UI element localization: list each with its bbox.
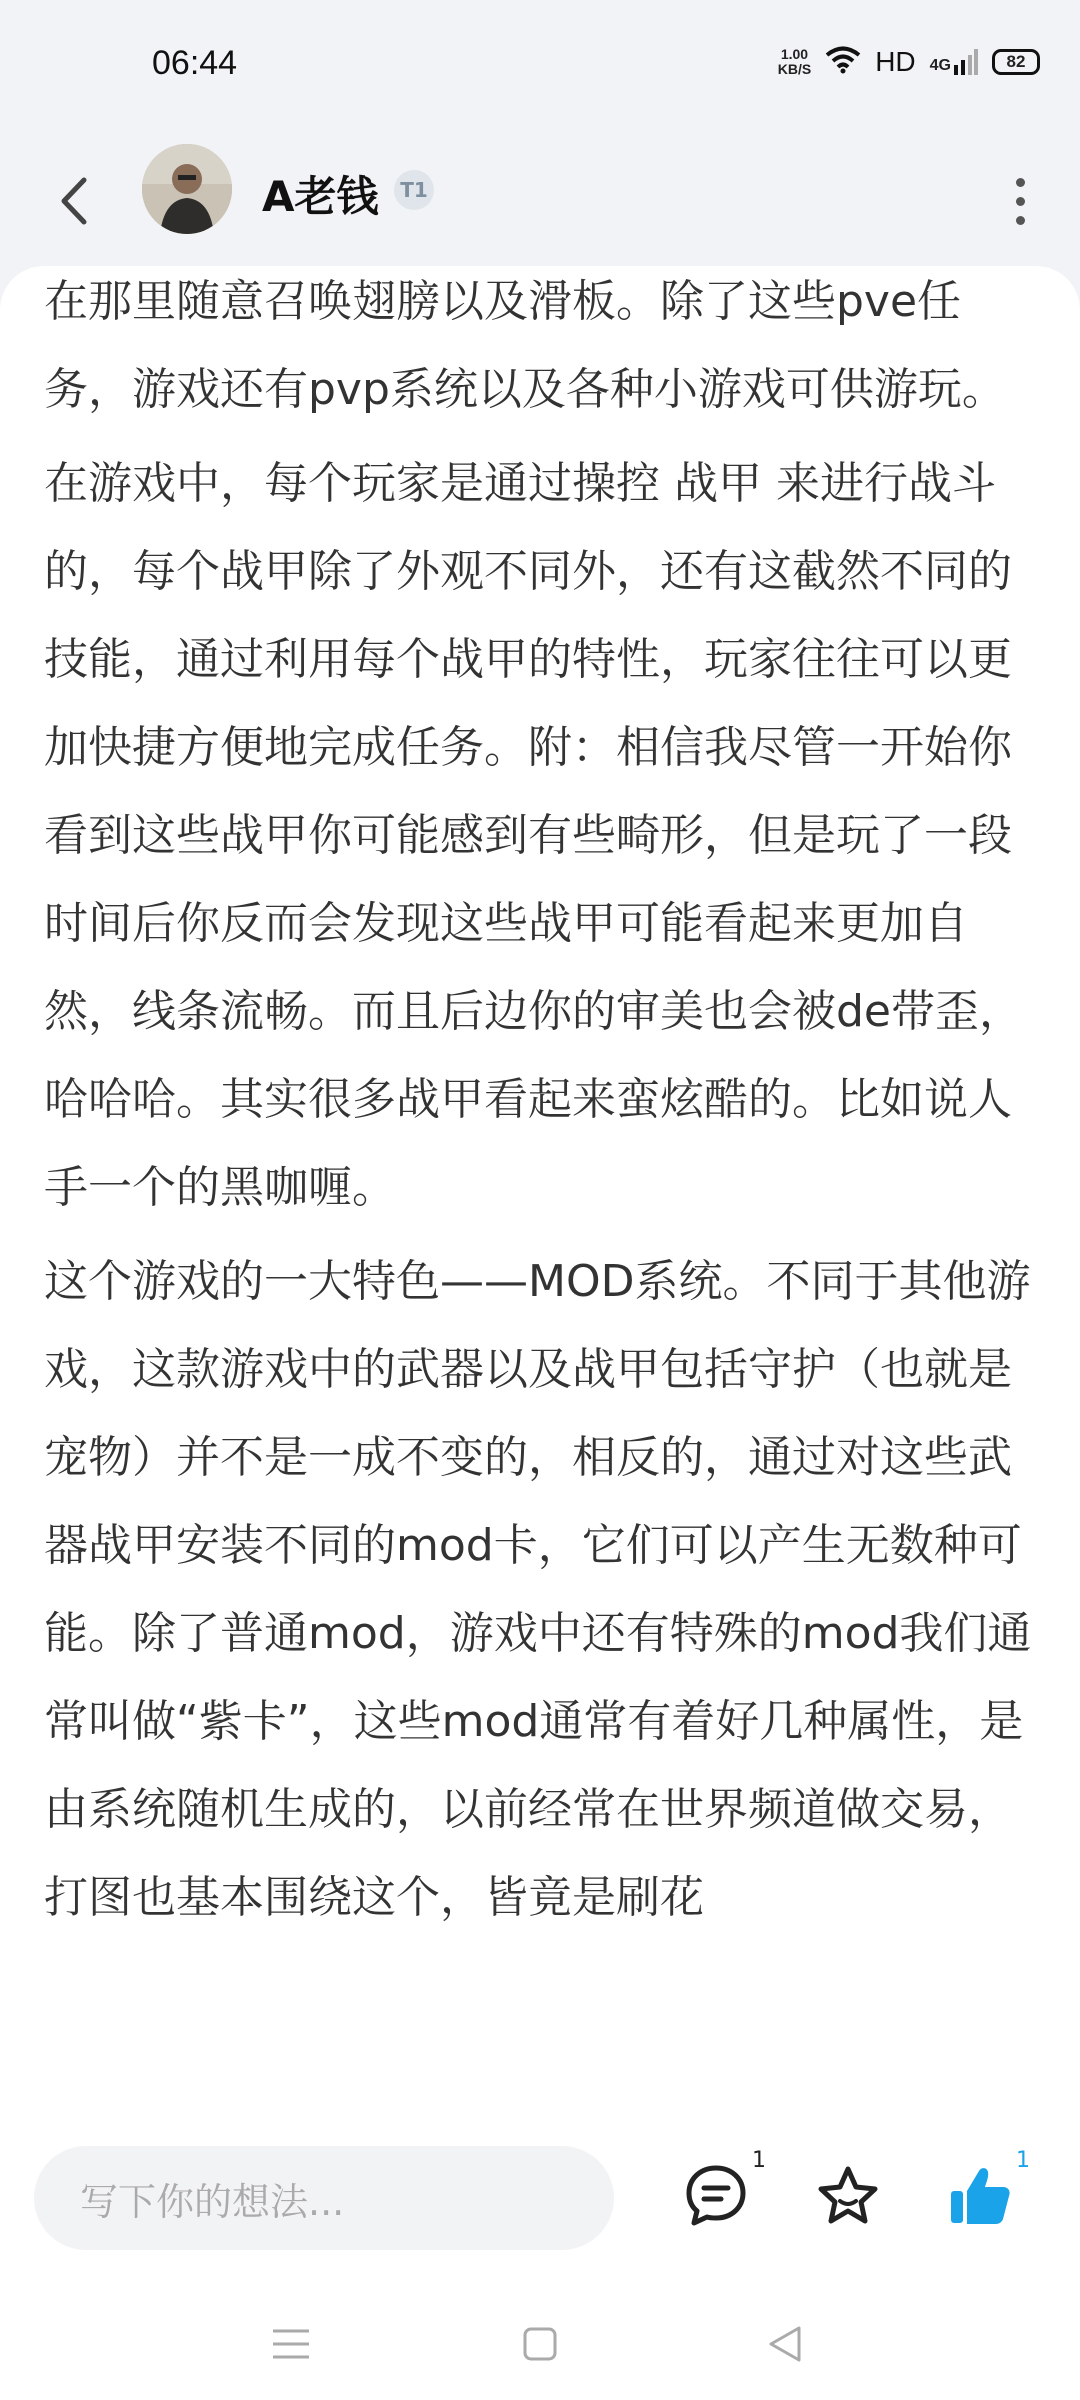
status-time: 06:44 (152, 44, 238, 82)
avatar-image (142, 144, 232, 234)
signal-icon (930, 49, 978, 75)
hd-indicator: HD (875, 46, 916, 77)
post-header (0, 136, 1080, 276)
back-arrow-icon (58, 176, 88, 226)
article-paragraph: 在游戏中，每个玩家是通过操控 战甲 来进行战斗的，每个战甲除了外观不同外，还有这截然不同的技能，通过利用每个战甲的特性，玩家往往可以更加快捷方便地完成任务。附：相信我尽管一开始你看到这些战甲你可能感到有些畸形，但是玩了一段时间后你反而会发现这些战甲可能看起来更加自然，线条流畅。而且后边你的审美也会被de带歪，哈哈哈。其实很多战甲看起来蛮炫酷的。比如说人手一个的黑咖喱。 (44, 458, 1023, 1213)
back-triangle-icon (767, 2325, 803, 2363)
like-button[interactable] (940, 2148, 1030, 2236)
dot-icon (1016, 216, 1025, 225)
avatar[interactable] (142, 144, 232, 234)
home-button[interactable] (515, 2324, 565, 2364)
more-options-button[interactable] (1000, 166, 1040, 236)
back-nav-button[interactable] (760, 2324, 810, 2364)
net-speed (778, 47, 811, 77)
net-speed-value: 1.00 (780, 46, 809, 62)
system-nav-bar (0, 2286, 1080, 2400)
status-icons (778, 46, 1040, 78)
net-speed-unit: KB/S (777, 61, 812, 77)
article-text (44, 266, 1034, 1948)
thumbs-up-icon (947, 2163, 1013, 2229)
status-bar (0, 0, 1080, 136)
home-square-icon (523, 2327, 557, 2361)
article-paragraph: 这个游戏的一大特色——MOD系统。不同于其他游戏，这款游戏中的武器以及战甲包括守护（也就是宠物）并不是一成不变的，相反的，通过对这些武器战甲安装不同的mod卡，它们可以产生无数种可能。除了普通mod，游戏中还有特殊的mod我们通常叫做“紫卡”，这些mod通常有着好几种属性，是由系统随机生成的，以前经常在世界频道做交易，打图也基本围绕这个，皆竟是刷花 (44, 1256, 1032, 1923)
comment-button[interactable] (676, 2148, 766, 2236)
star-icon (815, 2163, 881, 2229)
dot-icon (1016, 178, 1025, 187)
recent-apps-button[interactable] (266, 2324, 316, 2364)
battery-indicator: 82 (992, 49, 1040, 75)
network-type: 4G (929, 57, 951, 74)
comment-count: 1 (752, 2148, 766, 2173)
comment-icon (683, 2163, 749, 2229)
comment-input[interactable]: 写下你的想法... (34, 2146, 614, 2250)
dot-icon (1016, 197, 1025, 206)
article-content[interactable] (0, 266, 1080, 2116)
favorite-button[interactable] (808, 2156, 888, 2236)
wifi-icon (825, 46, 861, 78)
level-badge: T1 (394, 170, 434, 210)
bottom-action-bar (0, 2116, 1080, 2286)
like-count: 1 (1016, 2148, 1030, 2173)
username[interactable]: A老钱 (262, 172, 379, 221)
back-button[interactable] (48, 166, 98, 236)
menu-icon (271, 2327, 311, 2361)
article-paragraph: 在那里随意召唤翅膀以及滑板。除了这些pve任务，游戏还有pvp系统以及各种小游戏可供游玩。 (44, 276, 1006, 415)
